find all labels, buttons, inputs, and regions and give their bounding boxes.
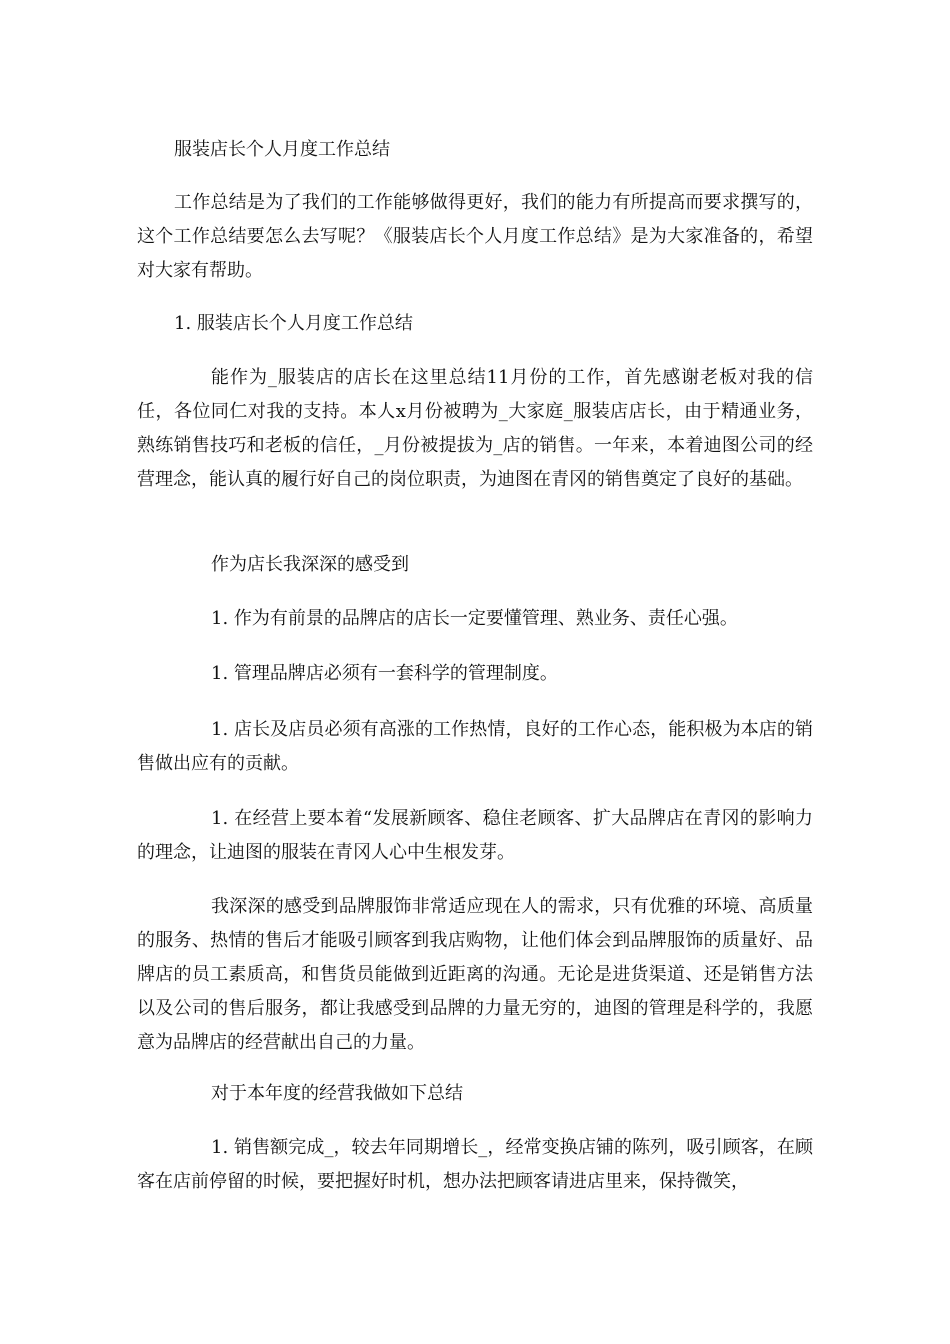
subheading-summary: 对于本年度的经营我做如下总结 [211,1083,463,1104]
list-item-1: 1. 作为有前景的品牌店的店长一定要懂管理、熟业务、责任心强。 [211,608,738,629]
document-title: 服装店长个人月度工作总结 [174,139,390,160]
intro-paragraph: 工作总结是为了我们的工作能够做得更好，我们的能力有所提高而要求撰写的，这个工作总结要怎么去写呢？《服装店长个人月度工作总结》是为大家准备的，希望对大家有帮助。 [137,192,813,281]
section-heading: 1. 服装店长个人月度工作总结 [174,313,413,334]
body-paragraph-3: 1. 销售额完成_，较去年同期增长_，经常变换店铺的陈列，吸引顾客，在顾客在店前停留的时候，要把握好时机，想办法把顾客请进店里来，保持微笑， [137,1137,813,1192]
list-item-2: 1. 管理品牌店必须有一套科学的管理制度。 [211,663,558,684]
body-paragraph-1: 能作为_服装店的店长在这里总结11月份的工作，首先感谢老板对我的信任，各位同仁对我的支持。本人x月份被聘为_大家庭_服装店店长，由于精通业务，熟练销售技巧和老板的信任，_月份被提拔为_店的销售。一年来，本着迪图公司的经营理念，能认真的履行好自己的岗位职责，为迪图在青冈的销售奠定了良好的基础。 [137,367,813,490]
list-item-4: 1. 在经营上要本着“发展新顾客、稳住老顾客、扩大品牌店在青冈的影响力的理念，让迪图的服装在青冈人心中生根发芽。 [137,808,813,863]
subheading-feelings: 作为店长我深深的感受到 [211,554,409,575]
body-paragraph-2: 我深深的感受到品牌服饰非常适应现在人的需求，只有优雅的环境、高质量的服务、热情的售后才能吸引顾客到我店购物，让他们体会到品牌服饰的质量好、品牌店的员工素质高，和售货员能做到近距离的沟通。无论是进货渠道、还是销售方法以及公司的售后服务，都让我感受到品牌的力量无穷的，迪图的管理是科学的，我愿意为品牌店的经营献出自己的力量。 [137,896,813,1053]
list-item-3: 1. 店长及店员必须有高涨的工作热情，良好的工作心态，能积极为本店的销售做出应有的贡献。 [137,719,813,774]
